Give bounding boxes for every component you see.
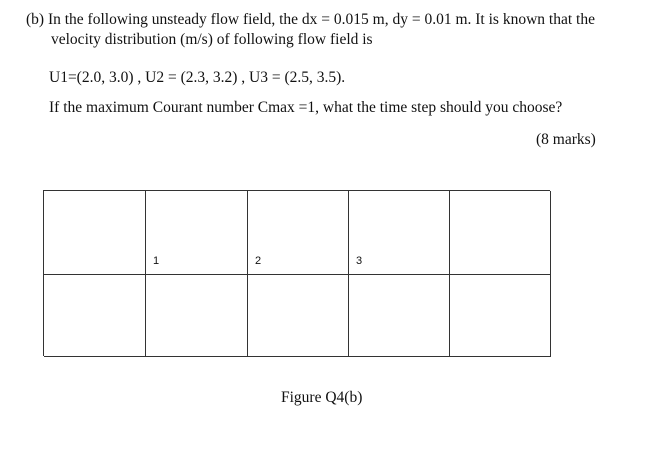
figure-caption: Figure Q4(b) (281, 389, 363, 406)
grid-cell (349, 275, 450, 357)
cell-label-1: 1 (153, 255, 160, 267)
cell-label-3: 3 (356, 255, 363, 267)
grid-cell (248, 275, 349, 357)
grid-cell (450, 191, 551, 275)
grid-cell-1 (146, 191, 248, 275)
grid-cell (44, 191, 146, 275)
problem-text-line-1: (b) In the following unsteady flow field, the dx = 0.015 m, dy = 0.01 m. It is known that the (26, 11, 595, 28)
flow-field-grid (43, 190, 550, 356)
grid-cell-2 (248, 191, 349, 275)
grid-cell (146, 275, 248, 357)
question-text: If the maximum Courant number Cmax =1, what the time step should you choose? (49, 99, 563, 116)
grid-cell-3 (349, 191, 450, 275)
grid-cell (450, 275, 551, 357)
grid-cell (44, 275, 146, 357)
cell-label-2: 2 (255, 255, 262, 267)
problem-text-line-2: velocity distribution (m/s) of following flow field is (51, 31, 373, 48)
velocity-distribution: U1=(2.0, 3.0) , U2 = (2.3, 3.2) , U3 = (2.5, 3.5). (49, 69, 346, 86)
marks-label: (8 marks) (536, 131, 596, 148)
